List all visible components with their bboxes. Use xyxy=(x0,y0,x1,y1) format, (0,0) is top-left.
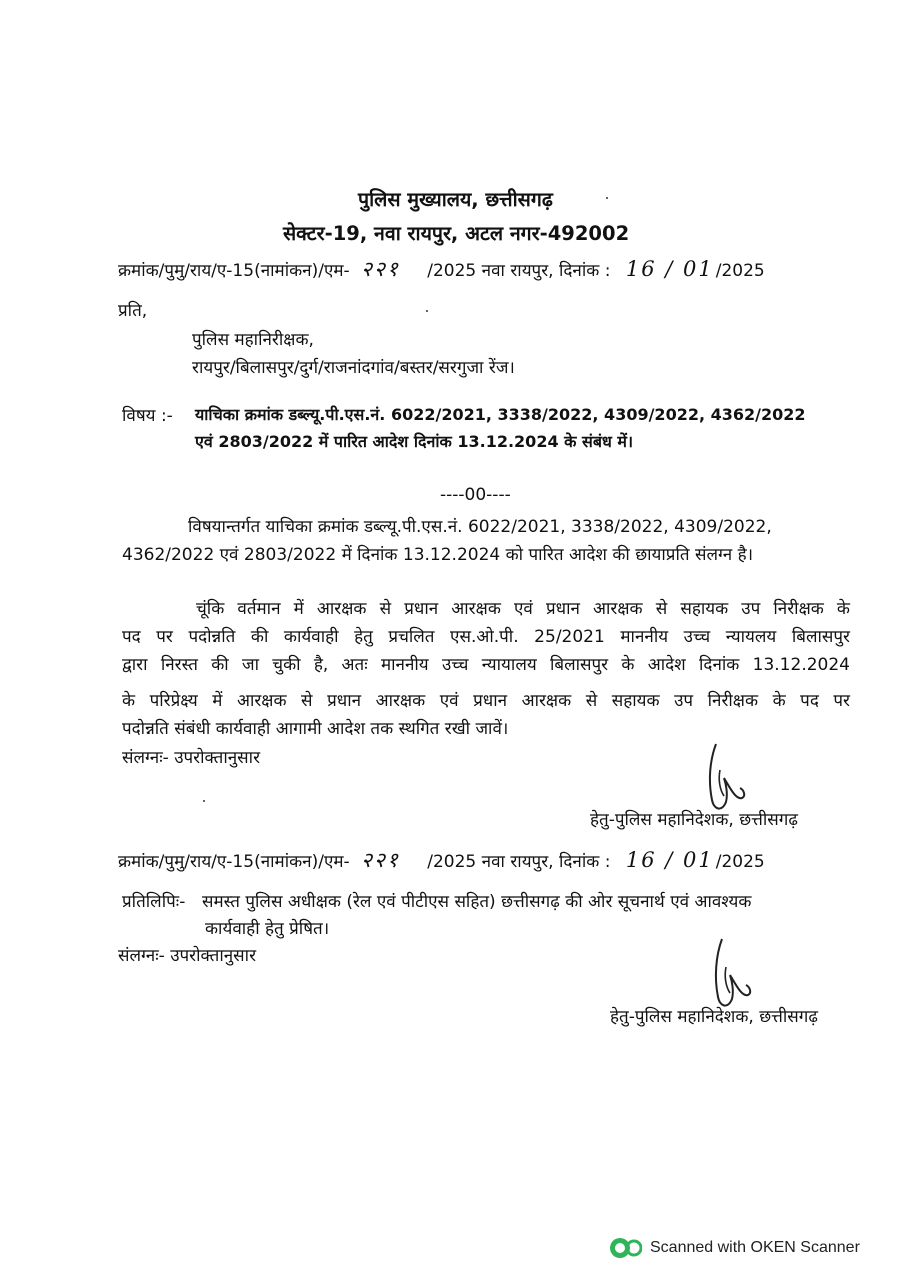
reference-year-place-2: /2025 नवा रायपुर, दिनांक : xyxy=(427,852,611,872)
subject-line-1: याचिका क्रमांक डब्ल्यू.पी.एस.नं. 6022/2021, 3338/2022, 4309/2022, 4362/2022 xyxy=(195,405,806,424)
separator: ----00---- xyxy=(440,485,511,505)
subject-line-2: एवं 2803/2022 में पारित आदेश दिनांक 13.12.2024 के संबंध में। xyxy=(195,432,634,451)
paragraph-2-line-4: के परिप्रेक्ष्य में आरक्षक से प्रधान आरक्षक एवं प्रधान आरक्षक से सहायक उप निरीक्षक के पद पर xyxy=(122,691,850,711)
paragraph-2-line-1: चूंकि वर्तमान में आरक्षक से प्रधान आरक्षक एवं प्रधान आरक्षक से सहायक उप निरीक्षक के xyxy=(196,599,850,619)
reference-prefix: क्रमांक/पुमु/राय/ए-15(नामांकन)/एम- xyxy=(118,261,350,281)
addressee-ranges: रायपुर/बिलासपुर/दुर्ग/राजनांदगांव/बस्तर/सरगुजा रेंज। xyxy=(192,358,515,378)
signature-designation-2: हेतु-पुलिस महानिदेशक, छत्तीसगढ़ xyxy=(610,1007,818,1027)
reference-year: /2025 xyxy=(715,261,765,281)
scan-speck xyxy=(606,197,608,199)
reference-date-handwritten: 16 / 01 xyxy=(625,257,714,281)
reference-number-handwritten-2: २२१ xyxy=(361,848,400,872)
office-name: पुलिस मुख्यालय, छत्तीसगढ़ xyxy=(358,188,553,211)
enclosure-note-2: संलग्नः- उपरोक्तानुसार xyxy=(118,946,257,966)
copy-line-2: कार्यवाही हेतु प्रेषित। xyxy=(205,919,330,939)
addressee-title: पुलिस महानिरीक्षक, xyxy=(192,330,314,350)
signature-designation-1: हेतु-पुलिस महानिदेशक, छत्तीसगढ़ xyxy=(590,810,798,830)
addressee-to: प्रति, xyxy=(118,301,148,321)
reference-year-place: /2025 नवा रायपुर, दिनांक : xyxy=(427,261,611,281)
signature-mark-2 xyxy=(704,935,764,1015)
paragraph-2-line-3: द्वारा निरस्त की जा चुकी है, अतः माननीय उच्च न्यायालय बिलासपुर के आदेश दिनांक 13.12.2024 xyxy=(122,655,850,675)
reference-number-handwritten: २२१ xyxy=(361,257,400,281)
copy-label: प्रतिलिपिः- xyxy=(122,892,186,912)
reference-prefix-2: क्रमांक/पुमु/राय/ए-15(नामांकन)/एम- xyxy=(118,852,350,872)
paragraph-1-line-2: 4362/2022 एवं 2803/2022 में दिनांक 13.12.2024 को पारित आदेश की छायाप्रति संलग्न है। xyxy=(122,545,754,565)
copy-line-1: समस्त पुलिस अधीक्षक (रेल एवं पीटीएस सहित) छत्तीसगढ़ की ओर सूचनार्थ एवं आवश्यक xyxy=(202,892,752,912)
reference-line-2 xyxy=(118,846,765,874)
subject-label: विषय :- xyxy=(122,406,173,426)
scanner-watermark-text: Scanned with OKEN Scanner xyxy=(650,1239,860,1256)
reference-line xyxy=(118,255,765,283)
scan-speck xyxy=(203,800,205,802)
oken-scanner-logo-icon xyxy=(608,1236,642,1260)
office-address: सेक्टर-19, नवा रायपुर, अटल नगर-492002 xyxy=(283,222,630,245)
reference-year-2: /2025 xyxy=(715,852,765,872)
scan-speck xyxy=(426,310,428,312)
paragraph-2-line-5: पदोन्नति संबंधी कार्यवाही आगामी आदेश तक स्थगित रखी जावें। xyxy=(122,719,509,739)
enclosure-note-1: संलग्नः- उपरोक्तानुसार xyxy=(122,748,261,768)
paragraph-1-line-1: विषयान्तर्गत याचिका क्रमांक डब्ल्यू.पी.एस.नं. 6022/2021, 3338/2022, 4309/2022, xyxy=(188,517,772,537)
reference-date-handwritten-2: 16 / 01 xyxy=(625,848,714,872)
scanner-watermark xyxy=(608,1236,860,1260)
paragraph-2-line-2: पद पर पदोन्नति की कार्यवाही हेतु प्रचलित एस.ओ.पी. 25/2021 माननीय उच्च न्यायलय बिलासपुर xyxy=(122,627,850,647)
